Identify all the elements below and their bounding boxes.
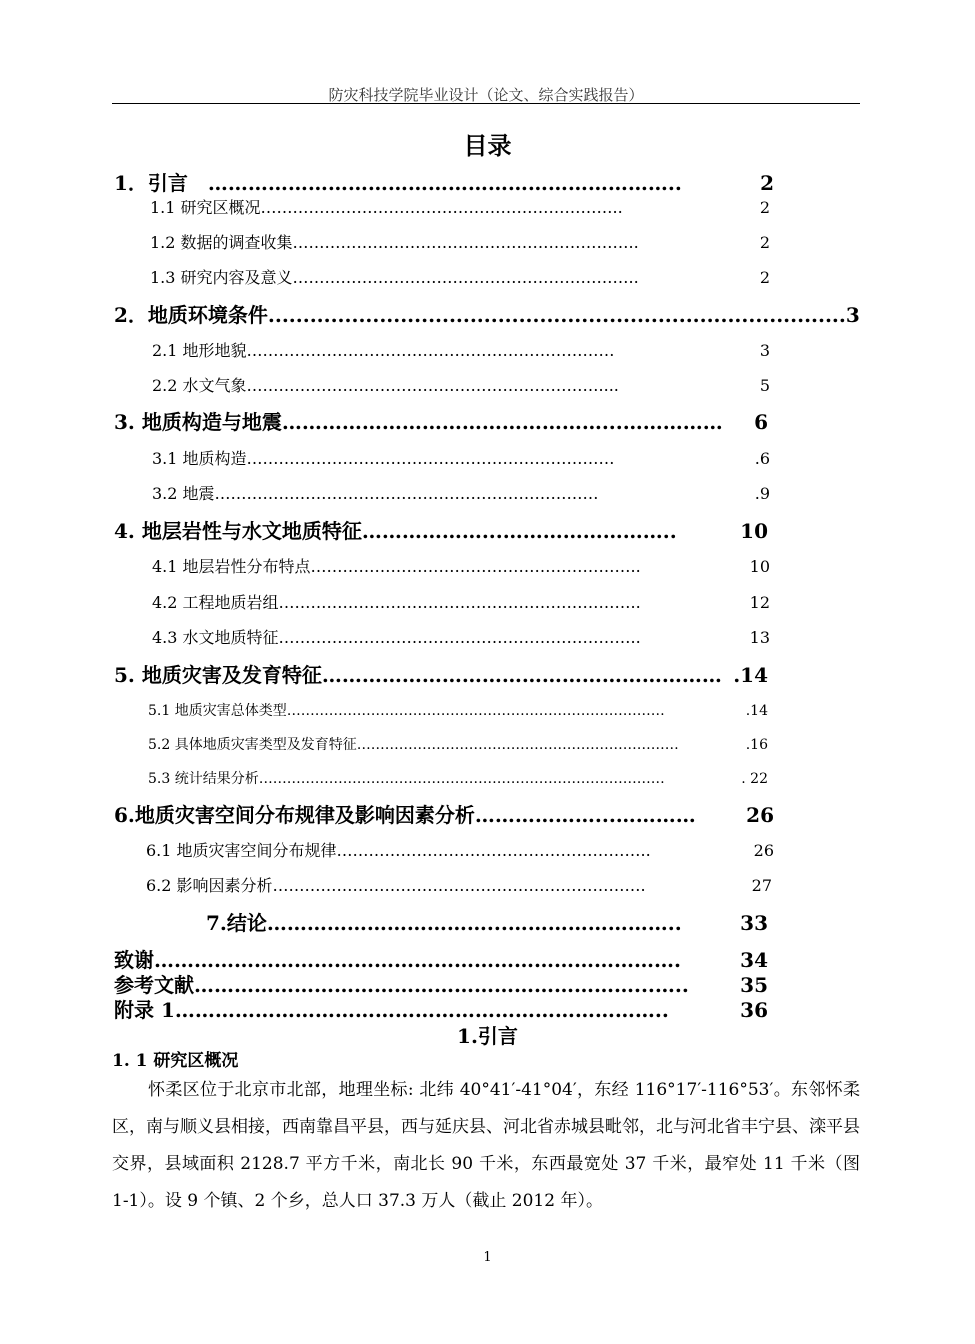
toc-entry-label: 4.1 地层岩性分布特点 <box>152 557 311 576</box>
toc-entry-1-1[interactable] <box>150 195 770 218</box>
toc-leader: ………………………………………………………….... <box>246 376 619 395</box>
toc-entry-2[interactable] <box>114 299 860 328</box>
toc-leader: …………………………………………………………….. <box>207 171 682 195</box>
toc-entry-1[interactable] <box>114 167 774 196</box>
toc-entry-2-1[interactable] <box>152 338 770 361</box>
toc-leader: …………………………………………………………...….. <box>194 973 689 997</box>
toc-entry-label: 致谢 <box>114 948 154 972</box>
toc-entry-label: 4. 地层岩性与水文地质特征 <box>114 519 362 543</box>
toc-entry-5-3[interactable] <box>148 768 768 788</box>
toc-page: . 22 <box>741 771 768 787</box>
toc-entry-label: 1.1 研究区概况 <box>150 198 261 217</box>
toc-entry-label: 5.3 统计结果分析 <box>148 771 259 787</box>
toc-entry-label: 4.3 水文地质特征 <box>152 628 279 647</box>
header-divider <box>112 103 860 104</box>
toc-leader: …………………………………………………………… <box>356 737 679 753</box>
toc-leader: ……………………………………………………….. <box>292 233 639 252</box>
toc-entry-label: 5.2 具体地质灾害类型及发育特征 <box>148 737 357 753</box>
toc-entry-label: 3.2 地震 <box>152 484 215 503</box>
toc-leader: ………………………………………………….. <box>336 841 651 860</box>
toc-page: 3 <box>759 341 770 360</box>
toc-entry-label: 6.2 影响因素分析 <box>146 876 273 895</box>
toc-entry-label: 2．地质环境条件 <box>114 303 268 327</box>
toc-entry-appendix[interactable] <box>114 994 768 1023</box>
toc-page: 13 <box>749 628 770 647</box>
toc-page: 35 <box>740 973 768 997</box>
toc-entry-label: 1.3 研究内容及意义 <box>150 268 293 287</box>
toc-page: 12 <box>749 593 770 612</box>
toc-page: .14 <box>733 663 768 687</box>
toc-entry-label: 附录 1 <box>114 998 175 1022</box>
toc-entry-4-1[interactable] <box>152 554 770 577</box>
toc-leader: …………………………………………………………………………… <box>258 771 665 787</box>
subsection-title: 1. 1 研究区概况 <box>112 1051 239 1071</box>
toc-leader: ………………...………… <box>474 803 696 827</box>
toc-leader: ……………………………...…………………….. <box>266 911 682 935</box>
toc-page: 27 <box>751 876 772 895</box>
toc-leader: …………………………………………………… <box>321 663 722 687</box>
toc-entry-label: 1.2 数据的调查收集 <box>150 233 293 252</box>
toc-leader: …………………………………………………….. <box>310 557 641 576</box>
toc-entry-6-2[interactable] <box>146 873 772 896</box>
toc-entry-label: 2.1 地形地貌 <box>152 341 247 360</box>
toc-page: .6 <box>754 449 770 468</box>
toc-entry-7[interactable] <box>206 907 768 936</box>
page-number: 1 <box>483 1250 492 1265</box>
toc-page: 10 <box>749 557 770 576</box>
toc-entry-label: 2.2 水文气象 <box>152 376 247 395</box>
body-paragraph <box>112 1072 860 1220</box>
toc-entry-label: 4.2 工程地质岩组 <box>152 593 279 612</box>
paragraph-text: 怀柔区位于北京市北部，地理坐标: 北纬 40°41′-41°04′，东经 116°17′-116°53′。东邻怀柔区，南与顺义县相接，西南靠昌平县，西与延庆县、河北省赤城县毗邻，北与河北省丰宁县、滦平县交界，县域面积 2128.7 平方千米，南北长 90 千米，东西最宽处 37 千米，最窄处 11 千米（图 1-1）。设 9 个镇、2 个乡，总人口 37.3 万人（截止 2012 年）。 <box>112 1080 860 1211</box>
toc-entry-1-3[interactable] <box>150 265 770 288</box>
toc-page: 2 <box>759 233 770 252</box>
toc-leader: ……………………………………………………………. <box>272 876 646 895</box>
toc-leader: ………………………………………………………….. <box>278 628 641 647</box>
toc-entry-6[interactable] <box>114 799 774 828</box>
toc-leader: ………………...…………………….. <box>361 519 677 543</box>
toc-entry-label: 1．引言 <box>114 171 208 195</box>
toc-entry-3-1[interactable] <box>152 446 770 469</box>
toc-entry-6-1[interactable] <box>146 838 774 861</box>
toc-page: 6 <box>754 410 768 434</box>
toc-entry-1-2[interactable] <box>150 230 770 253</box>
toc-leader: ……………………………………………………….. <box>292 268 639 287</box>
toc-entry-4-2[interactable] <box>152 590 770 613</box>
toc-entry-2-2[interactable] <box>152 373 770 396</box>
toc-page: 2 <box>760 171 774 195</box>
toc-entry-5-1[interactable] <box>148 700 768 720</box>
toc-leader: …………………………………………...…………… <box>281 410 723 434</box>
toc-page: .9 <box>754 484 770 503</box>
page-header: 防灾科技学院毕业设计（论文、综合实践报告） <box>328 86 644 104</box>
toc-entry-4-3[interactable] <box>152 625 770 648</box>
toc-entry-5-2[interactable] <box>148 734 768 754</box>
toc-page: 2 <box>759 268 770 287</box>
toc-leader: ………………………………………………………….. <box>260 198 623 217</box>
toc-page: 36 <box>740 998 768 1022</box>
toc-leader: …………………………………………………………… <box>246 341 615 360</box>
toc-page: .16 <box>745 737 768 753</box>
toc-page: 3 <box>845 303 860 327</box>
toc-page: 2 <box>759 198 770 217</box>
toc-entry-label: 5. 地质灾害及发育特征 <box>114 663 322 687</box>
toc-entry-3-2[interactable] <box>152 481 770 504</box>
toc-page: 33 <box>740 911 768 935</box>
toc-leader: ……………………………………………………………………… <box>286 703 665 719</box>
toc-page: 26 <box>746 803 774 827</box>
toc-page: 10 <box>740 519 768 543</box>
toc-leader: ……………………………………………………………….. <box>174 998 669 1022</box>
section-title: 1.引言 <box>457 1024 518 1048</box>
toc-entry-3[interactable] <box>114 406 768 435</box>
toc-leader: …………………………………………………………… <box>246 449 615 468</box>
toc-entry-label: 参考文献 <box>114 973 194 997</box>
toc-page: 5 <box>759 376 770 395</box>
toc-entry-label: 3. 地质构造与地震 <box>114 410 282 434</box>
toc-entry-label: 5.1 地质灾害总体类型 <box>148 703 287 719</box>
toc-entry-label: 7.结论 <box>206 911 267 935</box>
toc-page: 34 <box>740 948 768 972</box>
toc-page: 26 <box>753 841 774 860</box>
toc-entry-4[interactable] <box>114 515 768 544</box>
toc-leader: ……………………………………………………………………. <box>154 948 681 972</box>
toc-entry-5[interactable] <box>114 659 768 688</box>
toc-entry-label: 6.1 地质灾害空间分布规律 <box>146 841 337 860</box>
toc-leader: ................................................................................... <box>267 303 846 327</box>
toc-entry-label: 3.1 地质构造 <box>152 449 247 468</box>
toc-leader: ……………………………………………………………… <box>214 484 599 503</box>
toc-leader: ………………………………………………………….. <box>278 593 641 612</box>
toc-title: 目录 <box>463 131 512 160</box>
toc-entry-label: 6.地质灾害空间分布规律及影响因素分析 <box>114 803 475 827</box>
toc-page: .14 <box>745 703 768 719</box>
